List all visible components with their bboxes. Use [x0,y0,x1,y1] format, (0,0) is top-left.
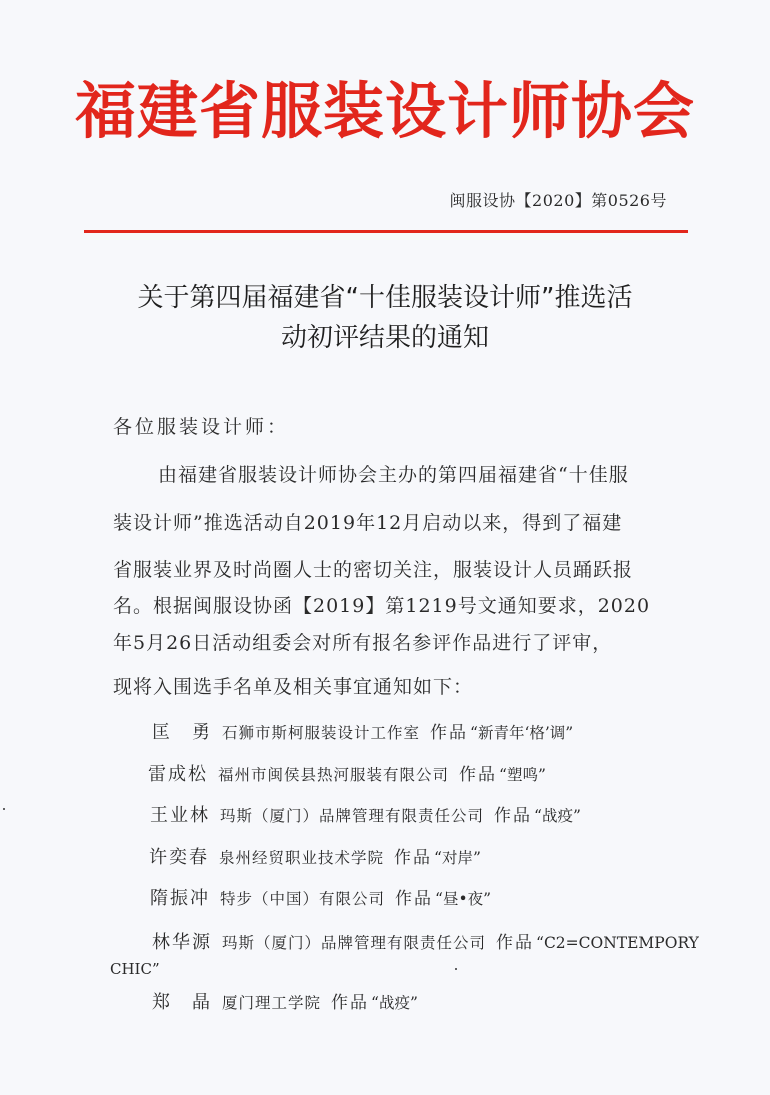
entry-org: 泉州经贸职业技术学院 [219,849,385,867]
entry-org: 石狮市斯柯服装设计工作室 [222,724,421,742]
entry-work-continuation: CHIC” [110,960,160,978]
body-line: 名。根据闽服设协函【2019】第1219号文通知要求，2020 [113,595,651,617]
list-item [152,988,418,1014]
document-number: 闽服设协【2020】第0526号 [449,191,667,210]
work-label: 作品 [395,889,434,909]
entry-work: “战疫” [371,994,418,1012]
masthead-title: 福建省服装设计师协会 [74,76,695,147]
work-label: 作品 [496,933,535,953]
work-label: 作品 [459,765,498,785]
work-label: 作品 [394,848,433,868]
entry-name: 王业林 [150,805,210,826]
body-line: 省服装业界及时尚圈人士的密切关注，服装设计人员踊跃报 [113,559,634,581]
list-item [149,843,481,869]
work-label: 作品 [331,993,370,1013]
entry-name: 林华源 [152,932,212,953]
list-item [152,718,573,744]
entry-org: 玛斯（厦门）品牌管理有限责任公司 [222,934,487,952]
body-line: 装设计师”推选活动自2019年12月启动以来，得到了福建 [113,512,623,534]
body-line: 年5月26日活动组委会对所有报名参评作品进行了评审， [113,632,613,654]
red-divider-line [84,230,688,233]
entry-name: 匡 勇 [152,722,212,743]
entry-work: “昼•夜” [435,890,492,908]
list-item [148,760,546,786]
entry-name: 许奕春 [149,847,209,868]
title-line: 动初评结果的通知 [280,323,489,353]
work-label: 作品 [494,806,533,826]
work-label: 作品 [430,723,469,743]
entry-name: 郑 晶 [152,992,212,1013]
entry-name: 雷成松 [148,764,208,785]
title-line: 关于第四届福建省“十佳服装设计师”推选活 [137,283,633,313]
body-line: 现将入围选手名单及相关事宜通知如下： [113,676,474,698]
entry-org: 特步（中国）有限公司 [220,890,386,908]
entry-work: “C2=CONTEMPORY [536,934,699,952]
scan-speck [455,968,457,970]
greeting: 各位服装设计师： [113,416,290,438]
list-item [150,884,491,910]
entry-org: 厦门理工学院 [222,994,322,1012]
body-line: 由福建省服装设计师协会主办的第四届福建省“十佳服 [158,464,629,486]
entry-work: “战疫” [534,807,581,825]
scan-speck [3,808,5,810]
entry-name: 隋振冲 [150,888,210,909]
list-item [152,928,699,954]
entry-work: “对岸” [434,849,481,867]
list-item [150,801,581,827]
entry-org: 福州市闽侯县热河服装有限公司 [218,766,450,784]
notice-title [100,278,670,358]
entry-work: “新青年‘格’调” [470,724,574,742]
entry-work: “塑鸣” [499,766,546,784]
entry-org: 玛斯（厦门）品牌管理有限责任公司 [220,807,485,825]
